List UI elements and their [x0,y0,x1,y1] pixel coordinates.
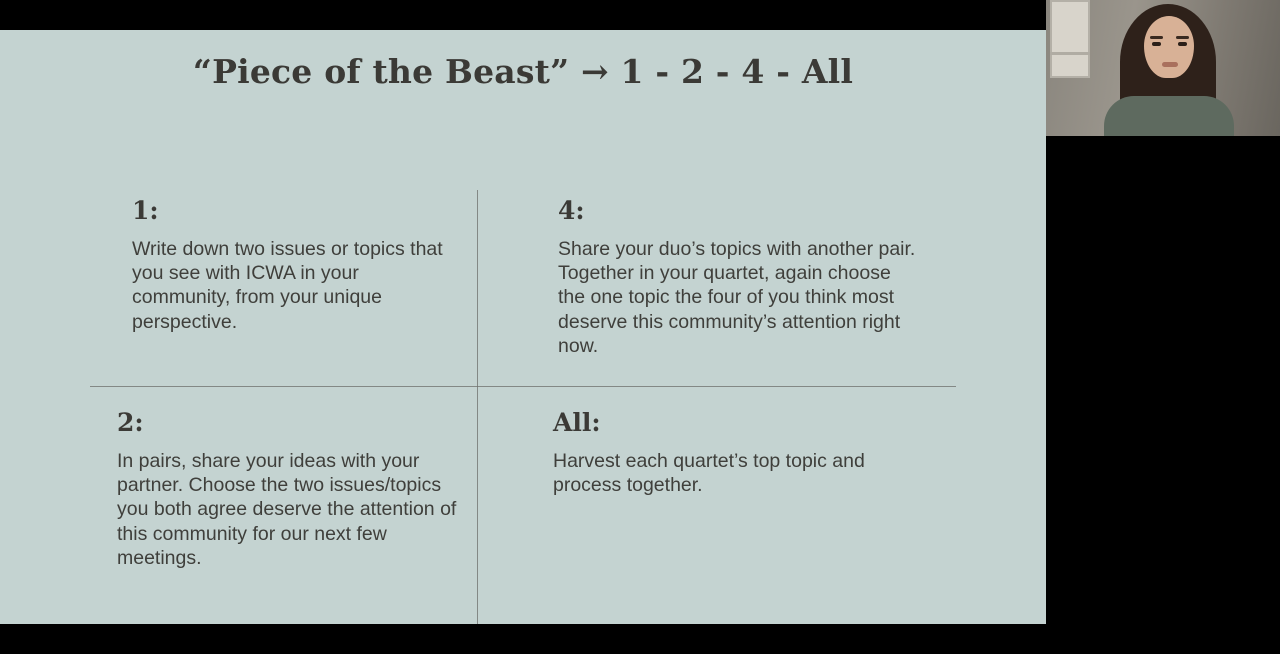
letterbox-bottom [0,624,1046,654]
quadrant-four-label: 4: [558,196,585,225]
presentation-slide [0,30,1046,624]
quadrant-all-label: All: [553,408,601,437]
letterbox-top [0,0,1046,30]
quadrant-two-label: 2: [117,408,144,437]
slide-quadrant-grid [90,170,956,620]
video-panel-empty-area [1046,136,1280,654]
speaker-video-feed[interactable] [1046,0,1280,136]
quadrant-one [132,198,462,334]
quadrant-all-text: Harvest each quartet’s top topic and process together. [553,450,865,497]
quadrant-four-text: Share your duo’s topics with another pair. Together in your quartet, again choose the one topic the four of you think most deserve this community’s attention right now. [558,238,916,357]
speaker-eye-left [1152,42,1161,46]
slide-title: “Piece of the Beast” → 1 - 2 - 4 - All [192,52,854,91]
vertical-divider [477,190,478,635]
quadrant-one-text: Write down two issues or topics that you see with ICWA in your community, from your unique perspective. [132,238,443,333]
speaker-eyebrow-right [1176,36,1189,39]
horizontal-divider [90,386,956,387]
speaker-mouth [1162,62,1178,67]
quadrant-all [553,410,913,497]
speaker-torso [1104,96,1234,136]
quadrant-two [117,410,462,570]
quadrant-one-label: 1: [132,196,159,225]
speaker-eye-right [1178,42,1187,46]
window-shape [1050,0,1090,78]
speaker-eyebrow-left [1150,36,1163,39]
quadrant-four [558,198,918,358]
quadrant-two-text: In pairs, share your ideas with your partner. Choose the two issues/topics you both agree deserve the attention of this community for our next few meetings. [117,450,457,569]
speaker-video-panel[interactable] [1046,0,1280,654]
speaker-face [1144,16,1194,78]
